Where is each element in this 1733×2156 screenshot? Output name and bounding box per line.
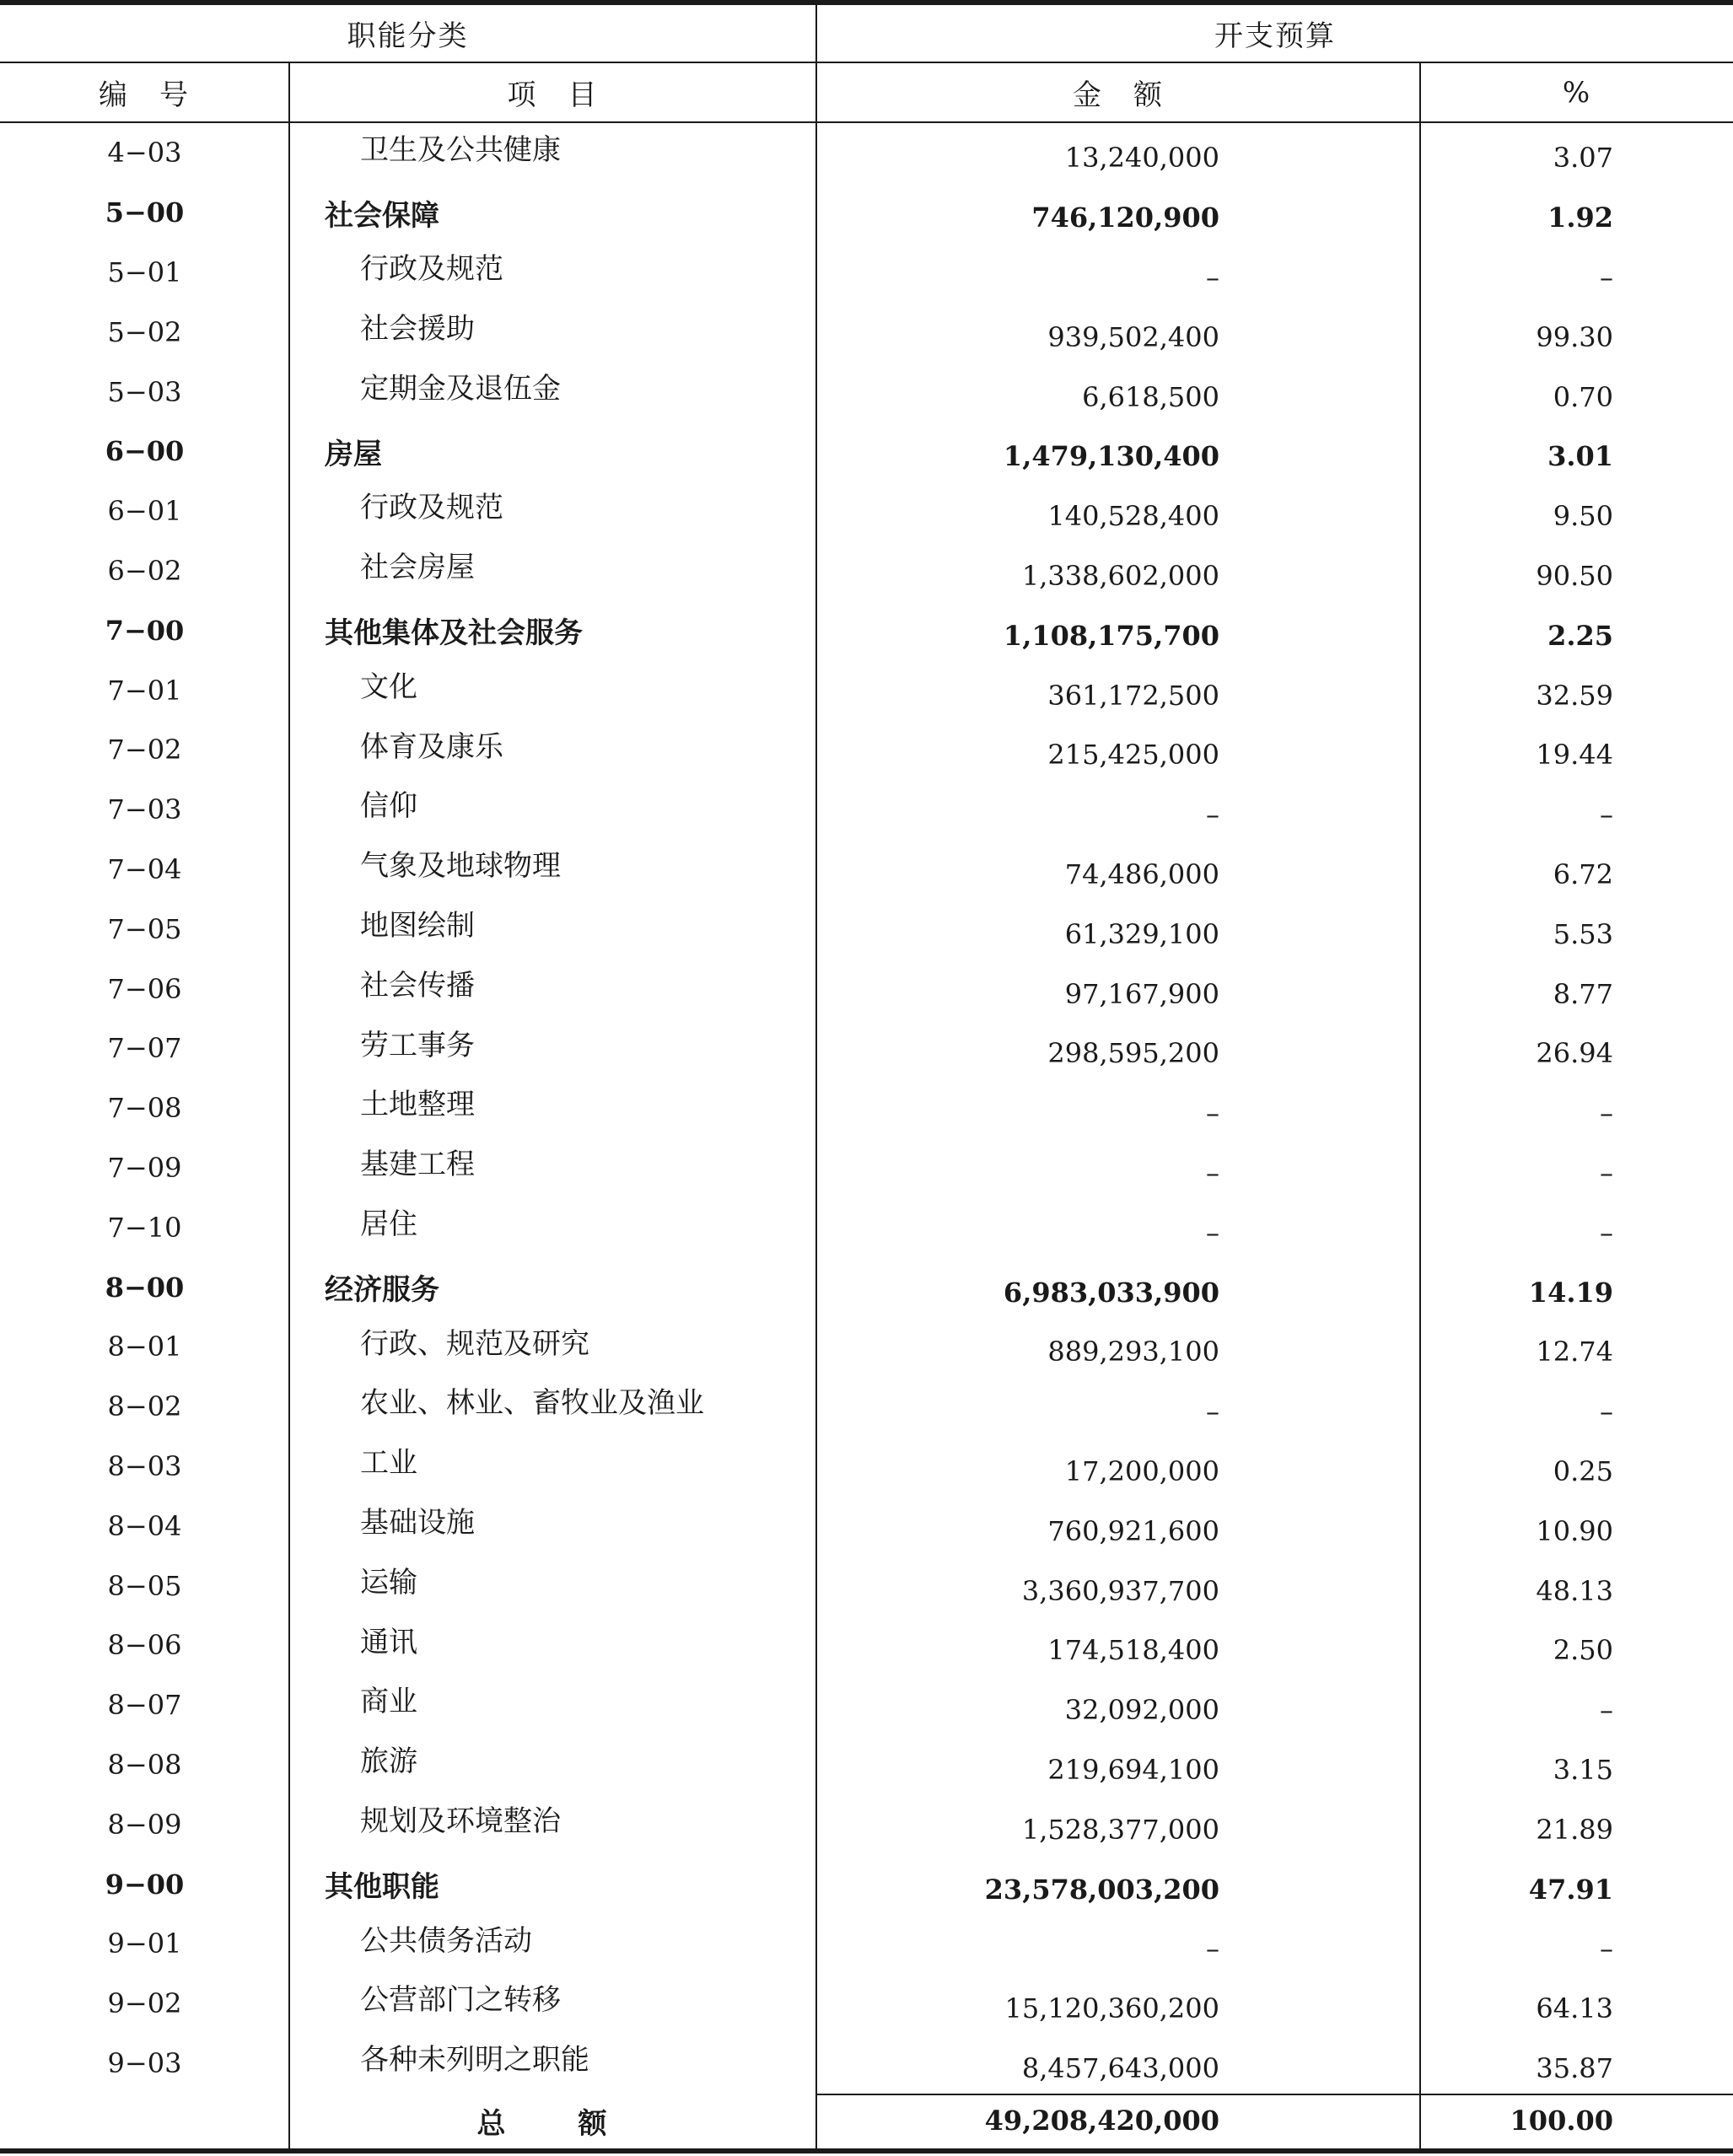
row-code: 7−09 (107, 1151, 182, 1184)
row-percent: 2.25 (1547, 619, 1613, 652)
row-item: 经济服务 (325, 1273, 439, 1308)
row-code: 6−00 (105, 435, 185, 468)
table-row (0, 123, 1733, 183)
row-item: 行政及规范 (360, 252, 503, 287)
row-code: 7−10 (107, 1211, 182, 1244)
row-item: 社会房屋 (360, 551, 475, 585)
row-item: 土地整理 (360, 1088, 475, 1122)
row-amount: 15,120,360,200 (1004, 1992, 1219, 2025)
row-item: 规划及环境整治 (360, 1804, 561, 1838)
row-percent: 3.07 (1553, 142, 1613, 175)
table-row (0, 1794, 1733, 1854)
row-percent: 0.25 (1553, 1454, 1613, 1487)
row-amount: – (1206, 1216, 1219, 1249)
row-item: 基建工程 (360, 1148, 475, 1182)
row-item: 房屋 (325, 437, 382, 471)
table-row (0, 720, 1733, 780)
row-item: 商业 (360, 1685, 417, 1719)
row-amount: 215,425,000 (1047, 739, 1219, 772)
row-percent: – (1600, 261, 1613, 293)
row-item: 运输 (360, 1565, 417, 1600)
row-amount: 889,293,100 (1047, 1336, 1219, 1368)
row-item: 社会传播 (360, 968, 475, 1003)
row-amount: 8,457,643,000 (1021, 2051, 1219, 2084)
row-code: 7−00 (105, 614, 185, 647)
row-percent: – (1600, 1156, 1613, 1189)
table-row (0, 1974, 1733, 2034)
row-percent: 19.44 (1536, 739, 1613, 772)
table-row (0, 660, 1733, 720)
row-code: 6−02 (107, 554, 182, 587)
row-percent: 90.50 (1536, 559, 1613, 592)
table-row (0, 1437, 1733, 1497)
table-row (0, 243, 1733, 303)
row-amount: 32,092,000 (1064, 1694, 1219, 1727)
row-item: 其他集体及社会服务 (325, 616, 583, 651)
row-item: 农业、林业、畜牧业及渔业 (360, 1386, 704, 1421)
row-item: 公共债务活动 (360, 1923, 532, 1958)
row-code: 8−05 (107, 1569, 182, 1602)
row-item: 地图绘制 (360, 908, 475, 943)
row-item: 通讯 (360, 1625, 417, 1659)
row-amount: – (1206, 1933, 1219, 1965)
table-row (0, 1377, 1733, 1437)
row-percent: 99.30 (1536, 320, 1613, 353)
row-percent: 26.94 (1536, 1037, 1613, 1070)
row-amount: 6,618,500 (1082, 380, 1219, 413)
row-percent: 21.89 (1536, 1813, 1613, 1846)
row-code: 5−00 (105, 196, 185, 229)
table-row (0, 302, 1733, 362)
row-amount: 3,360,937,700 (1021, 1574, 1219, 1607)
row-percent: 35.87 (1536, 2051, 1613, 2084)
table-row (0, 183, 1733, 243)
row-amount: 1,338,602,000 (1021, 559, 1219, 592)
row-amount: 1,528,377,000 (1021, 1813, 1219, 1846)
row-amount: 140,528,400 (1047, 500, 1219, 533)
row-percent: 0.70 (1553, 380, 1613, 413)
table-row (0, 1496, 1733, 1556)
table-row (0, 1138, 1733, 1198)
table-row (0, 1854, 1733, 1914)
row-code: 7−06 (107, 972, 182, 1005)
header-group-function: 职能分类 (347, 19, 469, 53)
table-row (0, 899, 1733, 959)
row-amount: 219,694,100 (1047, 1753, 1219, 1786)
row-percent: 2.50 (1553, 1634, 1613, 1667)
row-item: 社会援助 (360, 311, 475, 346)
row-item: 体育及康乐 (360, 729, 503, 764)
table-row (0, 362, 1733, 422)
row-percent: – (1600, 1694, 1613, 1727)
row-amount: 6,983,033,900 (1003, 1276, 1219, 1309)
row-item: 卫生及公共健康 (360, 132, 561, 167)
row-code: 8−01 (107, 1331, 182, 1363)
row-item: 气象及地球物理 (360, 849, 561, 884)
row-amount: 61,329,100 (1064, 917, 1219, 950)
row-amount: – (1206, 1156, 1219, 1189)
row-percent: 1.92 (1547, 202, 1613, 234)
row-code: 8−06 (107, 1629, 182, 1662)
row-code: 9−01 (107, 1927, 182, 1960)
row-item: 文化 (360, 669, 417, 704)
row-percent: 14.19 (1528, 1276, 1613, 1309)
row-code: 7−07 (107, 1032, 182, 1065)
table-row (0, 600, 1733, 660)
row-code: 6−01 (107, 495, 182, 528)
row-code: 8−09 (107, 1808, 182, 1841)
row-amount: 1,479,130,400 (1003, 440, 1219, 473)
row-code: 7−04 (107, 852, 182, 885)
row-code: 7−02 (107, 734, 182, 766)
row-item: 行政及规范 (360, 491, 503, 525)
row-code: 8−03 (107, 1449, 182, 1482)
table-row (0, 541, 1733, 601)
total-label: 总 额 (476, 2106, 629, 2141)
row-percent: 32.59 (1536, 679, 1613, 712)
row-percent: 12.74 (1536, 1336, 1613, 1368)
row-percent: – (1600, 798, 1613, 831)
row-percent: 47.91 (1528, 1873, 1613, 1906)
row-code: 7−08 (107, 1092, 182, 1125)
row-amount: 746,120,900 (1031, 202, 1219, 234)
row-percent: 5.53 (1553, 917, 1613, 950)
row-percent: 48.13 (1536, 1574, 1613, 1607)
row-code: 8−04 (107, 1509, 182, 1542)
row-code: 5−02 (107, 315, 182, 348)
table-row (0, 959, 1733, 1019)
row-amount: – (1206, 1097, 1219, 1130)
header-col-item: 项 目 (507, 78, 599, 112)
row-item: 定期金及退伍金 (360, 371, 561, 406)
row-percent: – (1600, 1097, 1613, 1130)
table-row (0, 1197, 1733, 1257)
row-item: 行政、规范及研究 (360, 1326, 589, 1361)
row-code: 9−00 (105, 1868, 185, 1901)
header-col-percent: % (1562, 75, 1592, 110)
row-code: 9−03 (107, 2046, 182, 2079)
row-item: 其他职能 (325, 1870, 439, 1905)
table-row (0, 1078, 1733, 1138)
row-percent: – (1600, 1933, 1613, 1965)
bottom-rule (0, 2148, 1733, 2153)
row-code: 8−08 (107, 1748, 182, 1781)
row-amount: 17,200,000 (1064, 1454, 1219, 1487)
row-amount: 760,921,600 (1047, 1514, 1219, 1547)
row-item: 居住 (360, 1207, 417, 1241)
row-amount: 97,167,900 (1064, 977, 1219, 1010)
row-code: 8−02 (107, 1390, 182, 1423)
header-group-budget: 开支预算 (1214, 19, 1336, 53)
table-row (0, 1914, 1733, 1974)
row-percent: – (1600, 1216, 1613, 1249)
table-row (0, 422, 1733, 481)
row-amount: 174,518,400 (1047, 1634, 1219, 1667)
row-percent: 64.13 (1536, 1992, 1613, 2025)
table-row (0, 1257, 1733, 1317)
row-code: 7−03 (107, 793, 182, 826)
row-amount: – (1206, 261, 1219, 293)
row-code: 7−01 (107, 674, 182, 707)
row-percent: 9.50 (1553, 500, 1613, 533)
row-item: 劳工事务 (360, 1028, 475, 1062)
row-percent: 3.15 (1553, 1753, 1613, 1786)
row-percent: 6.72 (1553, 858, 1613, 890)
table-row (0, 1735, 1733, 1795)
row-amount: 361,172,500 (1047, 679, 1219, 712)
table-row (0, 1556, 1733, 1616)
row-percent: – (1600, 1395, 1613, 1428)
row-code: 8−00 (105, 1271, 185, 1304)
row-amount: – (1206, 1395, 1219, 1428)
row-code: 8−07 (107, 1689, 182, 1722)
row-percent: 10.90 (1536, 1514, 1613, 1547)
total-percent: 100.00 (1510, 2105, 1613, 2137)
row-amount: 939,502,400 (1047, 320, 1219, 353)
row-amount: 13,240,000 (1064, 142, 1219, 175)
row-item: 旅游 (360, 1745, 417, 1779)
row-code: 4−03 (107, 137, 182, 169)
row-amount: 74,486,000 (1064, 858, 1219, 890)
table-row (0, 840, 1733, 900)
header-col-amount: 金 额 (1073, 78, 1164, 112)
row-code: 9−02 (107, 1987, 182, 2020)
row-item: 各种未列明之职能 (360, 2043, 589, 2078)
row-item: 基础设施 (360, 1505, 475, 1540)
row-amount: 298,595,200 (1047, 1037, 1219, 1070)
table-row (0, 780, 1733, 840)
row-amount: 1,108,175,700 (1003, 619, 1219, 652)
row-code: 7−05 (107, 912, 182, 945)
total-amount: 49,208,420,000 (984, 2105, 1219, 2137)
row-code: 5−03 (107, 375, 182, 408)
table-row (0, 1019, 1733, 1078)
table-row (0, 481, 1733, 541)
row-code: 5−01 (107, 255, 182, 288)
header-col-code: 编 号 (99, 78, 190, 112)
table-row (0, 1317, 1733, 1377)
table-row (0, 2034, 1733, 2094)
row-percent: 3.01 (1547, 440, 1613, 473)
row-item: 社会保障 (325, 198, 439, 233)
row-item: 信仰 (360, 789, 417, 824)
row-item: 公营部门之转移 (360, 1983, 561, 2018)
row-amount: – (1206, 798, 1219, 831)
table-row (0, 1616, 1733, 1675)
row-item: 工业 (360, 1446, 417, 1481)
row-amount: 23,578,003,200 (984, 1873, 1219, 1906)
row-percent: 8.77 (1553, 977, 1613, 1010)
table-row (0, 1675, 1733, 1735)
